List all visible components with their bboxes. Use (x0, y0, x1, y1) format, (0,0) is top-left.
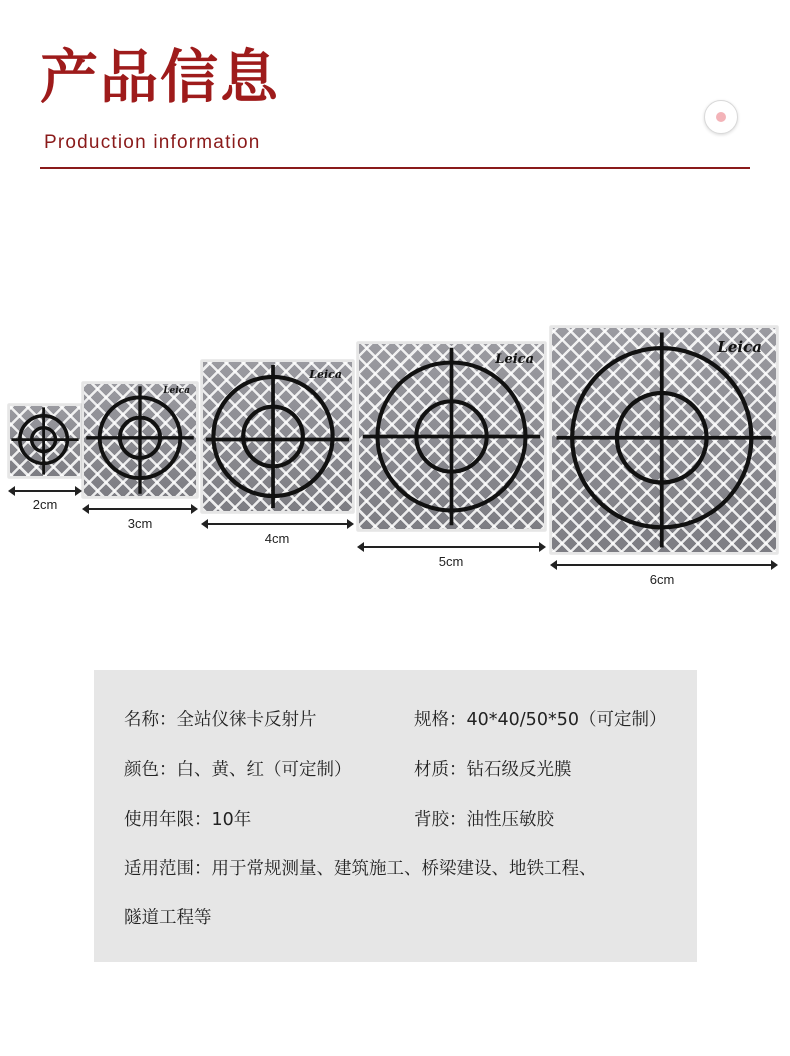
reflective-target-3cm (82, 382, 198, 498)
size-label: 2cm (32, 497, 58, 512)
target-reticle (84, 384, 196, 496)
spec-name: 名称：全站仪徕卡反射片 (124, 710, 317, 730)
brand-logo: Leica (163, 386, 190, 396)
header-divider (40, 167, 750, 169)
spec-size: 规格：40*40/50*50（可定制） (414, 710, 667, 730)
brand-logo: Leica (495, 352, 534, 367)
spec-scope-line1: 适用范围：用于常规测量、建筑施工、桥梁建设、地铁工程、 (124, 859, 597, 879)
dimension-arrow (201, 519, 354, 529)
dimension-arrow (550, 560, 778, 570)
spec-scope-line2: 隧道工程等 (124, 908, 212, 928)
reflective-target-6cm (550, 326, 778, 554)
size-label: 6cm (649, 572, 675, 587)
brand-logo: Leica (309, 368, 342, 381)
spec-color: 颜色：白、黄、红（可定制） (124, 760, 352, 780)
size-label: 3cm (127, 516, 153, 531)
target-reticle (552, 328, 776, 552)
page-subtitle: Production information (44, 132, 261, 153)
dimension-arrow (82, 504, 198, 514)
spec-life: 使用年限：10年 (124, 810, 252, 830)
page-title: 产品信息 (40, 43, 281, 111)
target-reticle (359, 344, 544, 529)
size-label: 4cm (264, 531, 290, 546)
spec-material: 材质：钻石级反光膜 (414, 760, 572, 780)
reflective-target-2cm (8, 404, 82, 478)
reflective-target-5cm (357, 342, 546, 531)
reflective-target-4cm (201, 360, 354, 513)
size-label: 5cm (438, 554, 464, 569)
decorative-dot-icon (704, 100, 738, 134)
brand-logo: Leica (717, 338, 762, 356)
target-reticle (10, 406, 80, 476)
dimension-arrow (8, 486, 82, 496)
dimension-arrow (357, 542, 546, 552)
target-reticle (203, 362, 352, 511)
spec-panel (94, 670, 697, 962)
spec-adhesive: 背胶：油性压敏胶 (414, 810, 554, 830)
